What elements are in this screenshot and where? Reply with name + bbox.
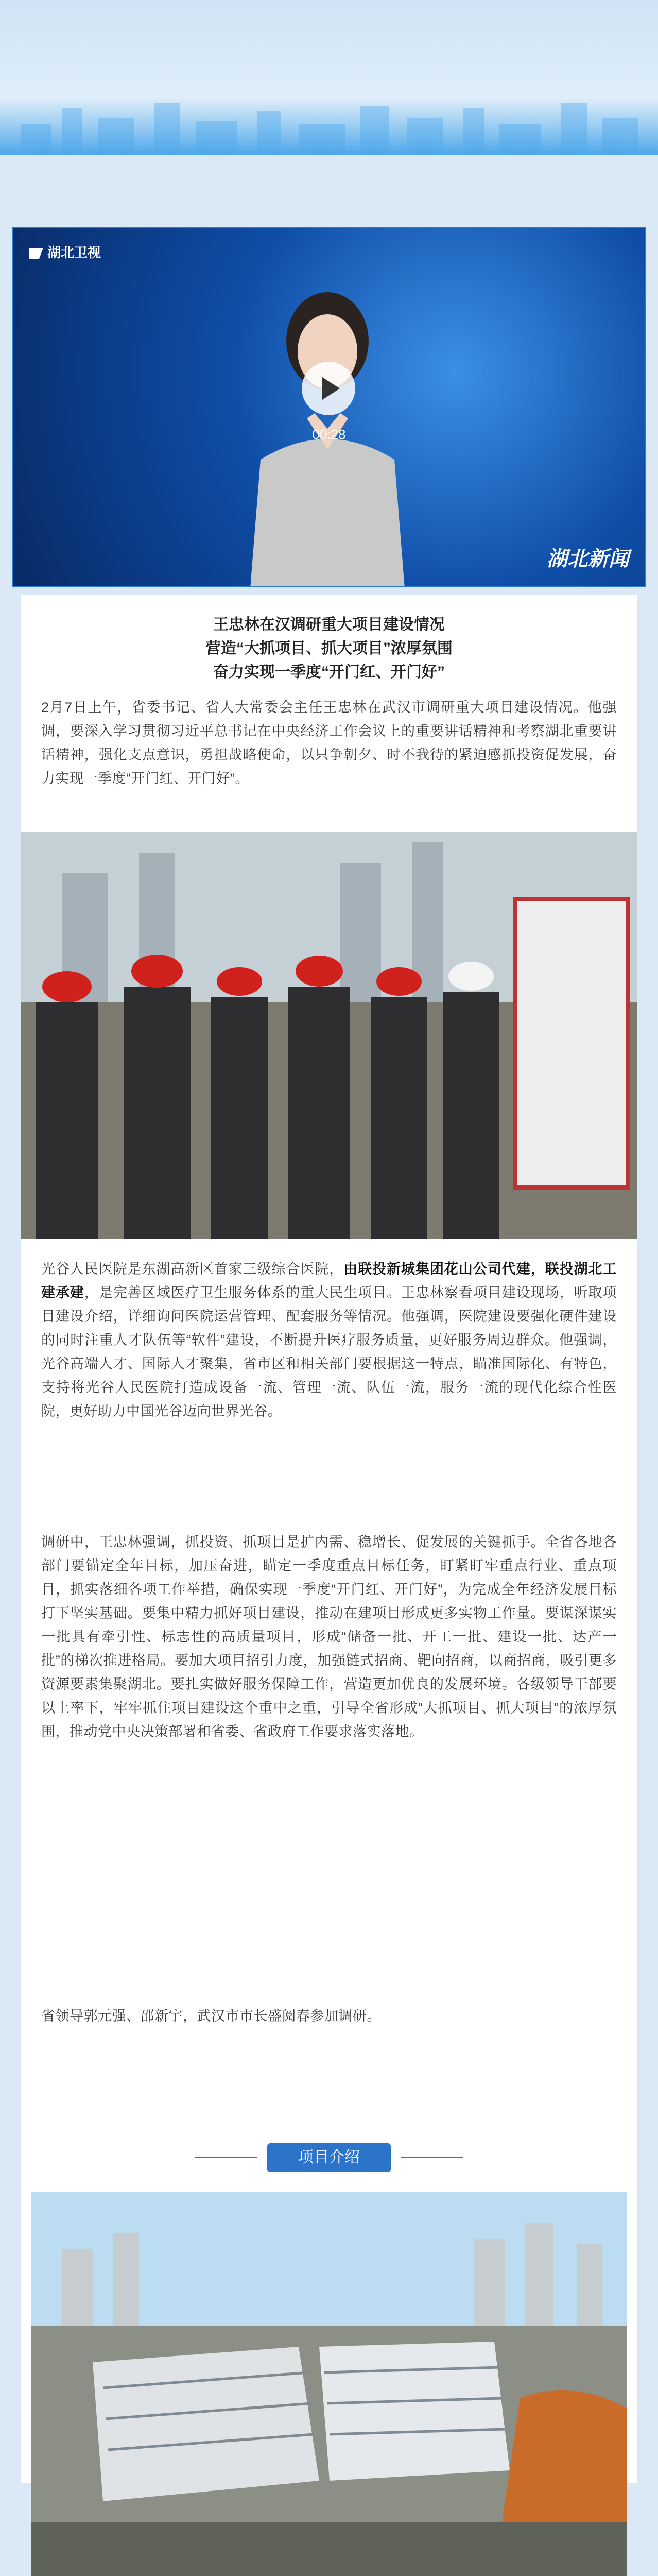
hospital-aerial-photo bbox=[31, 2192, 627, 2576]
article-headline bbox=[21, 613, 637, 684]
hospital-aerial-illustration bbox=[31, 2192, 627, 2576]
play-button[interactable] bbox=[302, 362, 355, 415]
article-card bbox=[21, 595, 637, 2483]
channel-logo-icon bbox=[29, 248, 43, 259]
paragraph-text: ，是完善区域医疗卫生服务体系的重大民生项目。王忠林察看项目建设现场，听取项目建设介绍，详细询问医院运营管理、配套服务等情况。他强调，医院建设要强化硬件建设的同时注重人才队伍等“软件”建设，不断提升医疗服务质量，更好服务周边群众。他强调，光谷高端人才、国际人才聚集，省市区和相关部门要根据这一特点，瞄准国际化、有特色，支持将光谷人民医院打造成设备一流、管理一流、队伍一流，服务一流的现代化综合性医院，更好助力中国光谷迈向世界光谷。 bbox=[41, 1285, 617, 1419]
banner-glow bbox=[0, 98, 658, 155]
inspection-photo bbox=[21, 832, 637, 1239]
inspection-photo-illustration bbox=[21, 832, 637, 1239]
headline-line: 营造“大抓项目、抓大项目”浓厚氛围 bbox=[205, 640, 453, 657]
video-player[interactable] bbox=[12, 227, 646, 587]
article-paragraph: 省领导郭元强、邵新宇，武汉市市长盛阅春参加调研。 bbox=[41, 2008, 381, 2024]
headline-line: 奋力实现一季度“开门红、开门好” bbox=[213, 664, 445, 681]
paragraph-text: 光谷人民医院是东湖高新区首家三级综合医院， bbox=[41, 1261, 344, 1277]
paragraph-bold-text: 由联投新城集团花山公司代建，联投湖北工建承建 bbox=[41, 1261, 617, 1300]
article-paragraph bbox=[41, 1257, 617, 1423]
article-paragraph: 2月7日上午，省委书记、省人大常委会主任王忠林在武汉市调研重大项目建设情况。他强调，要深入学习贯彻习近平总书记在中央经济工作会议上的重要讲话精神和考察湖北重要讲话精神，强化支点意识，勇担战略使命，以只争朝夕、时不我待的紧迫感抓投资促发展，奋力实现一季度“开门红、开门好”。 bbox=[41, 700, 617, 786]
news-anchor-figure bbox=[230, 264, 425, 587]
channel-logo bbox=[29, 242, 101, 261]
video-duration: 00:28 bbox=[312, 427, 346, 442]
headline-line: 王忠林在汉调研重大项目建设情况 bbox=[213, 616, 445, 633]
program-logo: 湖北新闻 bbox=[547, 548, 629, 570]
section-tag: 项目介绍 bbox=[267, 2143, 391, 2172]
top-banner bbox=[0, 0, 658, 155]
article-paragraph: 调研中，王忠林强调，抓投资、抓项目是扩内需、稳增长、促发展的关键抓手。全省各地各部门要锚定全年目标，加压奋进，瞄定一季度重点目标任务，盯紧盯牢重点行业、重点项目，抓实落细各项工作举措，确保实现一季度“开门红、开门好”，为完成全年经济发展目标打下坚实基础。要集中精力抓好项目建设，推动在建项目形成更多实物工作量。要谋深谋实一批具有牵引性、标志性的高质量项目，形成“储备一批、开工一批、建设一批、达产一批”的梯次推进格局。要加大项目招引力度，加强链式招商、靶向招商，以商招商，吸引更多资源要素集聚湖北。要扎实做好服务保障工作，营造更加优良的发展环境。各级领导干部要以上率下，牢牢抓住项目建设这个重中之重，引导全省形成“大抓项目、抓大项目”的浓厚氛围，推动党中央决策部署和省委、省政府工作要求落实落地。 bbox=[41, 1534, 617, 1739]
channel-logo-text: 湖北卫视 bbox=[47, 245, 101, 260]
